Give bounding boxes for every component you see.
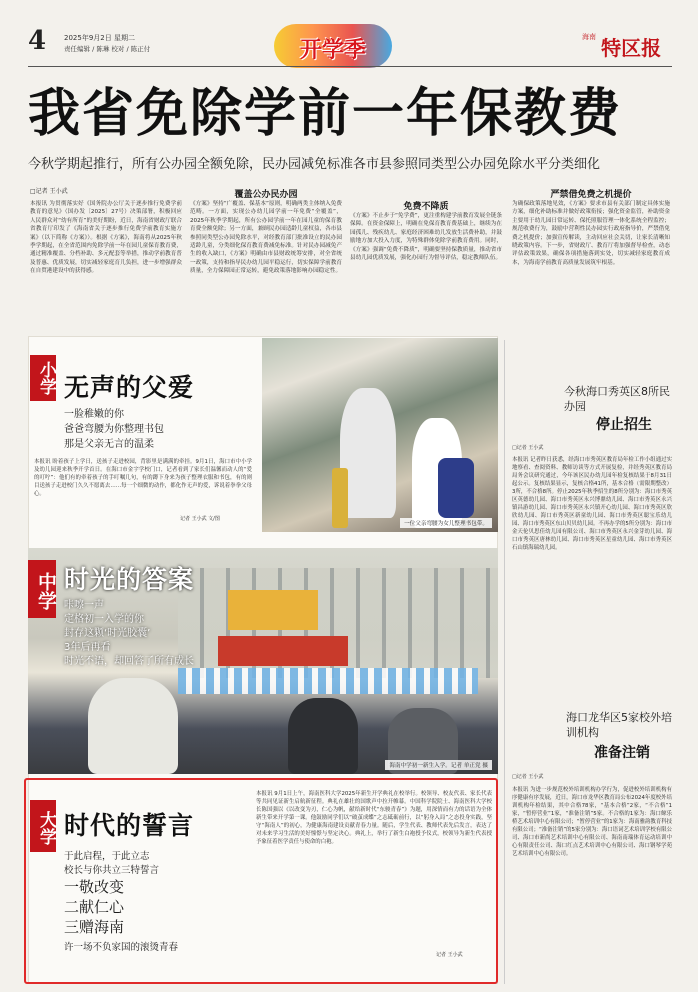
lead-column-2: 《方案》坚持“广覆盖、保基本”原则，明确两类主体纳入免费范畴。一方面，实现公办幼儿园学前一年免费“全覆盖”，2025年秋季学期起，所有公办园学前一年在园儿童的保育教育费全额免除；另一方面，兼顾民办园适龄儿童权益，各市县参照同类型公办园免除水平，对经教育部门批准设立的民办园适龄儿童，分类细化保育教育费减免标准。针对民办园减免产生的收入缺口，《方案》明确由市县财政统筹安排，对全省统一政策，支持和指导民办幼儿园平稳运行，切实保障学前教育质量，全力保障园正常运转，避免政策落地影响办园稳定性。	[190, 201, 342, 275]
sidebar-1-title: 停止招生	[596, 417, 652, 433]
paper-name: 特区报	[601, 36, 662, 60]
banner-label: 开学季	[299, 37, 366, 63]
university-oath-1: 一敬改变	[64, 878, 125, 896]
elementary-photo-caption: 一位父亲弯腰为女儿整理书包带。	[400, 518, 492, 528]
parent-figure-1	[88, 678, 178, 774]
elementary-line-3: 那是父亲无言的温柔	[64, 439, 154, 450]
university-oath-3: 三赠海南	[64, 918, 125, 936]
tag-university: 大学	[30, 800, 56, 852]
headline-title: 我省免除学前一年保教费	[28, 84, 623, 144]
sidebar-2-title: 准备注销	[594, 745, 650, 761]
middle-line-4: 3年后再看	[64, 642, 111, 653]
elementary-line-2: 爸爸弯腰为你整理书包	[64, 424, 164, 435]
figure-father	[340, 388, 396, 518]
sidebar-1-kicker: 今秋海口秀英区8所民办园	[564, 385, 670, 413]
middle-line-1: 咔嚓一声	[64, 600, 104, 611]
tag-elementary: 小学	[30, 355, 56, 401]
elementary-title: 无声的父爱	[64, 373, 195, 402]
lead-byline: □记者 王小武	[30, 188, 68, 195]
headline-subtitle: 今秋学期起推行，所有公办园全额免除，民办园减免标准各市县参照同类型公办园免除水平分类细化	[28, 157, 601, 172]
university-closing: 许一场不负家国的滚烫青春	[64, 942, 179, 953]
university-byline: 记者 王小武	[436, 952, 463, 958]
masthead-divider	[28, 66, 672, 67]
sidebar-1-body: 本报讯 记者昨日获悉，经海口市秀英区教育局年检工作小组通过实地察看、查阅资料、教师访谈等方式开展复检，并经秀英区教育局局务会议研究通过，今年该区民办幼儿园年检复核结果于8月31日起公示。复核结果显示，复核合格41所，基本合格（需限期整改）3所，不合格8所。停止2025年秋季招生的8所分别为：海口市秀英区英德幼儿园、海口市秀英区永兴博鼎幼儿园、海口市秀英区永兴镇昌游幼儿园、海口市秀英区永兴镇开心幼儿园、海口市秀英区欣欣幼儿园、海口市秀英区新童幼儿园、海口市秀英区聪宝乐幼儿园、海口市秀英区东山贝贝幼儿园。不再办学的5所分别为：海口市金天伦贝思佳幼儿园有限公司、海口市秀英区永兴金芽幼儿园、海口市秀英区唐林幼儿园、海口市秀英区星童幼儿园、海口市秀英区石山镇海瑞幼儿园。	[512, 457, 672, 551]
paper-logo	[582, 32, 661, 61]
welcome-banner	[228, 590, 318, 630]
sidebar-divider	[504, 340, 505, 984]
paper-prefix: 海南	[582, 33, 596, 41]
elementary-photo	[262, 338, 498, 532]
page-number: 4	[28, 26, 47, 56]
student-row	[178, 668, 478, 694]
sidebar-2-byline: □记者 王小武	[512, 774, 544, 780]
lead-column-4: 为确保政策落地见效，《方案》要求市县有关部门制定具体实施方案，细化补助标准并做好政策衔接；强化资金监管，补助资金主要用于幼儿园日常运转、保托照服管理一体化系统全程监控；规范收费行为，鼓励中营利性民办园实行政府指导价，严禁借免费之机提价；加强宣传解读，主动回应社会关切，让家长清晰知晓政策内容。下一步，省财政厅、教育厅将加强督导检查，动态评估政策效果，确保各项措施落到实处，切实减轻家庭教育成本，为海南学前教育高质量发展筑牢根基。	[512, 201, 670, 266]
banner	[268, 20, 398, 72]
lead-column-3: 《方案》不止步于“免学费”，更注重构建学前教育发展全链条保障。在资金保障上，明确在免保育教育费基础上，继续为在园孤儿、残疾幼儿、家庭经济困难幼儿发放生活费补助，并鼓励地方加大投入力度，为特殊群体免除学前教育费用。同时，《方案》强调“免费不降质”，明确要坚持保教质量，推动省市县幼儿园优质发展，强化办园行为督导评估，稳定教师队伍。	[350, 213, 502, 262]
editors-line: 责任编辑 / 陈琳 校对 / 陈正付	[64, 45, 151, 53]
sidebar-2-kicker: 海口龙华区5家校外培训机构	[566, 711, 672, 739]
elementary-line-1: 一脸稚嫩的你	[64, 409, 124, 420]
middle-title: 时光的答案	[64, 565, 195, 594]
middle-line-2: 定格初一入学的你	[64, 614, 144, 625]
middle-line-5: 时光不语，却回答了所有成长	[64, 656, 194, 667]
lead-section-title-4: 严禁借免费之机提价	[550, 190, 632, 200]
sidebar-1-byline: □记者 王小武	[512, 445, 544, 451]
university-oath-2: 二献仁心	[64, 898, 125, 916]
lead-section-title-2: 覆盖公办民办园	[234, 190, 298, 200]
parent-figure-2	[288, 698, 358, 774]
middle-photo-caption: 海南中学初一新生入学。记者 单正党 摄	[385, 760, 492, 770]
sidebar-2-body: 本报讯 为进一步规范校外培训机构办学行为，促进校外培训机构有序健康有序发展，近日，海口市龙华区教育局公布2024年度校外培训机构年检结果，其中合格78家，“基本合格”2家，“不合格”1家，“暂停营业”1家，“准备注销”5家。不合格的1家为：海口鲸乐桥艺术培训中心有限公司；“暂停营业”的1家为：海南雅韵教育科技有限公司；“准备注销”的5家分别为：海口语词艺术培训学校有限公司、海口市新尚艺术培训中心有限公司、海南南瑞体育运动培训中心有限责任公司、海口红点艺术培训中心有限公司、海口钢琴学苑艺术培训中心有限公司。	[512, 787, 672, 857]
red-backdrop	[218, 636, 348, 666]
tag-middle: 中学	[28, 560, 56, 618]
middle-line-3: 封存这颗‘时光胶囊’	[64, 628, 151, 639]
university-title: 时代的誓言	[64, 811, 195, 840]
university-body: 本报讯 9月1日上午，海南医科大学2025年新生开学典礼在校举行。校领导、校友代表、家长代表等共同见证新生启航新征程。典礼在雄壮的国歌声中拉开帷幕。中国科学院院士、海南医科大学校长陈国强以《以改变为刃，仁心为帆，献给新时代“东骏青春”》为题，用深情而有力的话语为全体新生带来开学第一课。他鼓励同学们以“破茧成蝶”之志砥砺前行，以“躬身入局”之态投身实践，坚守“海南人”的初心，为健康海南建设贡献青春力量。随后，学生代表、教师代表先后发言，表达了对未来学习生活的美好憧憬与坚定决心。典礼上，举行了新生白袍授予仪式，校领导为新生代表授予象征着医学责任与使命的白袍。	[256, 791, 492, 845]
elementary-byline: 记者 王小武 文/图	[180, 516, 220, 522]
date-line: 2025年9月2日 星期二	[64, 34, 135, 42]
university-intro-1: 于此启程，于此立志	[64, 851, 150, 862]
lead-column-1: 本报讯 为贯彻落实好《国务院办公厅关于逐步推行免费学前教育的意见》（国办发〔2025〕27号）决策部署，积极回应人民群众对“幼有所育”的美好期盼，近日，海南省财政厅联合省教育厅印发了《海南省关于逐步推行免费学前教育实施方案》（以下简称《方案》）。根据《方案》，海南将从2025年秋季学期起，在全省范围内免除学前一年在园儿童保育教育费，通过精准覆盖、分档补助、多元配套等举措，推动学前教育普及普惠、优质发展，切实减轻家庭育儿负担，进一步增强群众在自贸港建设中的获得感。	[30, 201, 182, 275]
lead-section-title-3: 免费不降质	[403, 202, 449, 212]
school-bag	[438, 458, 474, 518]
bollard	[332, 468, 348, 528]
university-intro-2: 校长与你共立三特誓言	[64, 865, 160, 876]
elementary-body: 本报讯 盼着孩子上学日，送孩子走进校园，背影里是满满的牵挂。9月1日，海口市中小学及幼儿园迎来秋季开学首日。在海口市金宇学校门口，记者看到了家长们温馨而动人的“爱的叮咛”：他们有的牵着孩子的手叮嘱几句，有的蹲下身来为孩子整理衣服和书包，有的则目送孩子走进校门久久不愿离去……每一个细微的动作，都化作无声的爱，诉说着拳拳父母心。	[34, 459, 252, 497]
